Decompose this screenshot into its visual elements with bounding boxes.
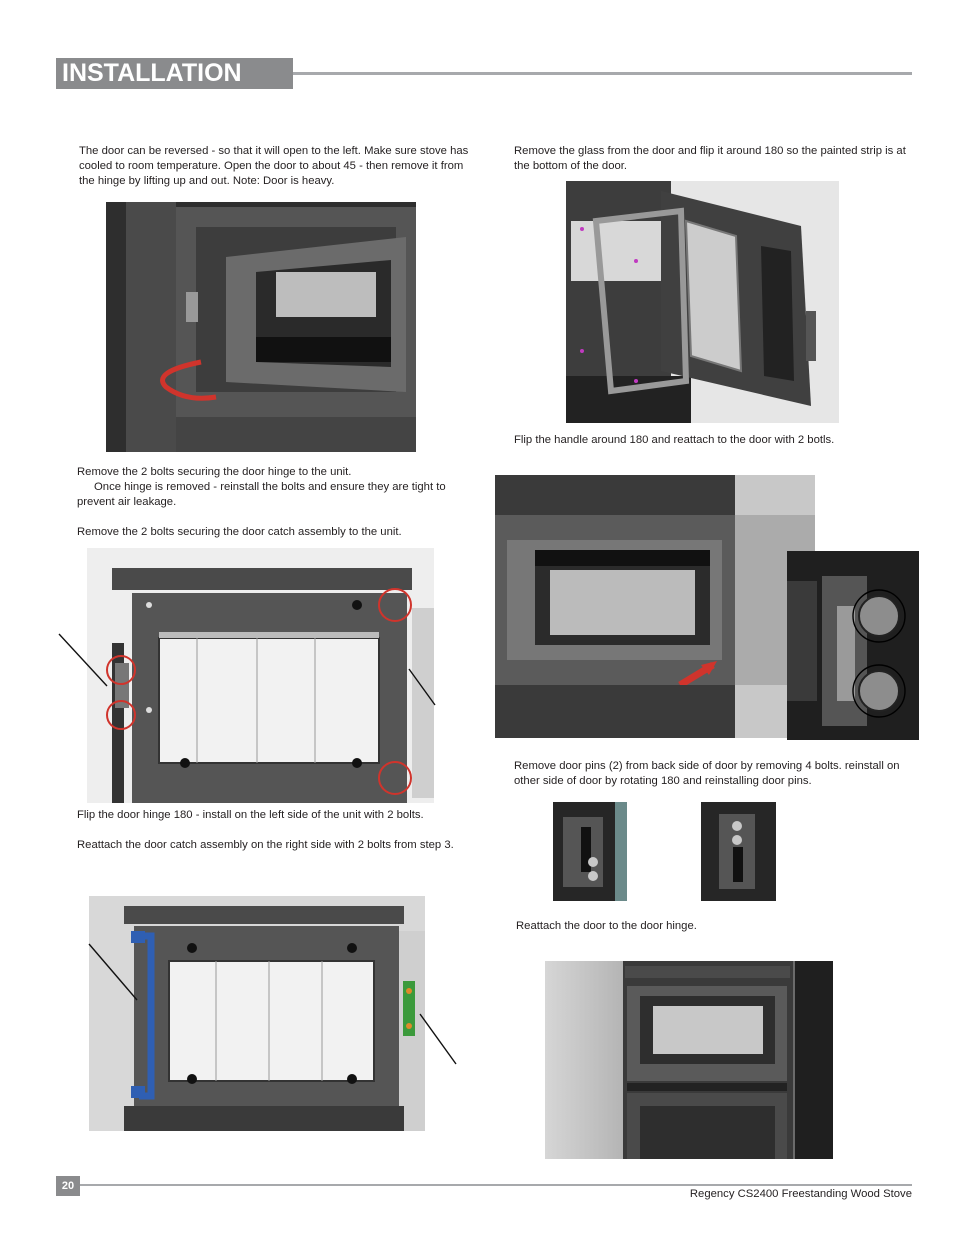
- figure-door-pins-closeup: [787, 551, 919, 740]
- figure-glass-removal: [566, 181, 839, 423]
- figure-door-open: [106, 202, 416, 452]
- figure-stove-door-handle: [495, 475, 815, 738]
- footer-rule: [80, 1184, 912, 1186]
- header-rule: [293, 72, 912, 75]
- step-door-pins-text: Remove door pins (2) from back side of door by removing 4 bolts. reinstall on other side of door by rotating 180 and reinstalling door pins.: [514, 760, 900, 787]
- hinge-pointer-line: [55, 630, 110, 690]
- catch-pointer-line: [405, 665, 440, 710]
- step-flip-handle-text: Flip the handle around 180 and reattach to the door with 2 botls.: [514, 434, 835, 446]
- step-reinstall-bolts-text: Once hinge is removed - reinstall the bolts and ensure they are tight to prevent air leakage.: [77, 481, 446, 508]
- step-reattach-catch-text: Reattach the door catch assembly on the right side with 2 bolts from step 3.: [77, 839, 454, 851]
- figure-finished-stove: [545, 961, 833, 1159]
- footer-product-name: Regency CS2400 Freestanding Wood Stove: [689, 1188, 912, 1200]
- figure-hinge-catch-bolts: [87, 548, 434, 803]
- step-flip-hinge-text: Flip the door hinge 180 - install on the left side of the unit with 2 bolts.: [77, 809, 424, 821]
- step-remove-catch-text: Remove the 2 bolts securing the door catch assembly to the unit.: [77, 526, 402, 538]
- section-title: INSTALLATION: [56, 58, 293, 89]
- step-remove-hinge-bolts-text: Remove the 2 bolts securing the door hinge to the unit.: [77, 466, 352, 478]
- figure-pins-after: [701, 802, 776, 901]
- catch-pointer-line-2: [416, 1010, 461, 1068]
- page-number: 20: [56, 1176, 80, 1196]
- figure-pins-before: [553, 802, 627, 901]
- step-reattach-door-text: Reattach the door to the door hinge.: [516, 920, 697, 932]
- figure-hinge-relocated: [89, 896, 425, 1131]
- step-remove-door-text: The door can be reversed - so that it will open to the left. Make sure stove has cooled to room temperature. Open the door to about 45 - then remove it from the hinge by lifting up and out. Note: Door is heavy.: [79, 145, 469, 187]
- step-flip-glass-text: Remove the glass from the door and flip it around 180 so the painted strip is at the bottom of the door.: [514, 145, 906, 172]
- hinge-pointer-line-2: [85, 940, 140, 1005]
